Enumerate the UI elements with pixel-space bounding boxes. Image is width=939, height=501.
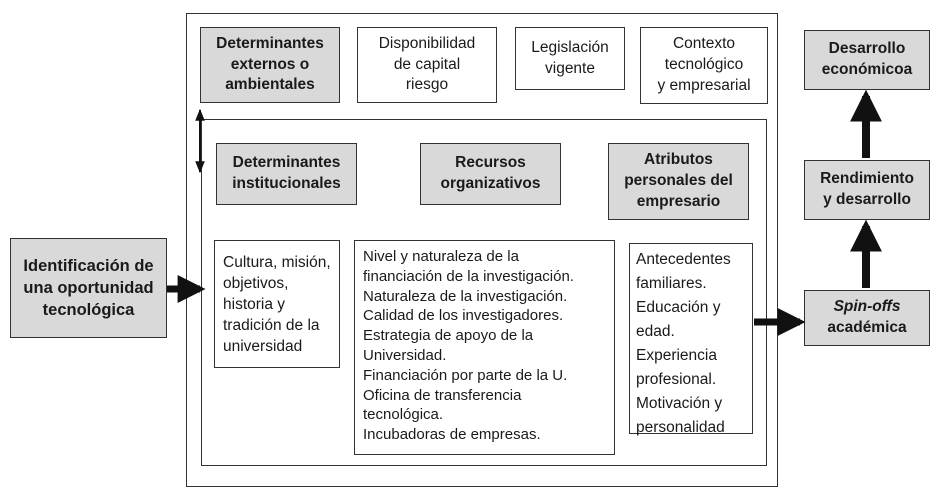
rendimiento-label: Rendimiento y desarrollo xyxy=(820,170,914,208)
atributos-label: Atributos personales del empresario xyxy=(624,151,733,210)
institucionales-label: Determinantes institucionales xyxy=(232,154,341,192)
recursos-label: Recursos organizativos xyxy=(440,154,541,192)
capital-label: Disponibilidad de capital riesgo xyxy=(378,34,476,94)
identificacion-label: Identificación de una oportunidad tecnológica xyxy=(23,256,154,320)
nivel-label: Nivel y naturaleza de la financiación de la investigación. Naturaleza de la investigación. Calidad de los investigadores. Estrategia de apoyo de la Universidad. Financiación por parte de la U. Oficina de transferencia tecnológica. Incubadoras de empresas. xyxy=(363,248,574,444)
antecedentes-label: Antecedentes familiares. Educación y edad. Experiencia profesional. Motivación y personalidad xyxy=(636,251,731,437)
desarrollo-label: Desarrollo económicoa xyxy=(821,40,913,78)
legislacion-label: Legislación vigente xyxy=(531,38,609,77)
spinoffs-rest: académica xyxy=(827,319,907,336)
contexto-label: Contexto tecnológico y empresarial xyxy=(657,35,751,94)
externos-label: Determinantes externos o ambientales xyxy=(216,34,324,94)
spinoffs-italic: Spin-offs xyxy=(833,298,901,316)
cultura-label: Cultura, misión, objetivos, historia y tradición de la universidad xyxy=(223,254,331,355)
